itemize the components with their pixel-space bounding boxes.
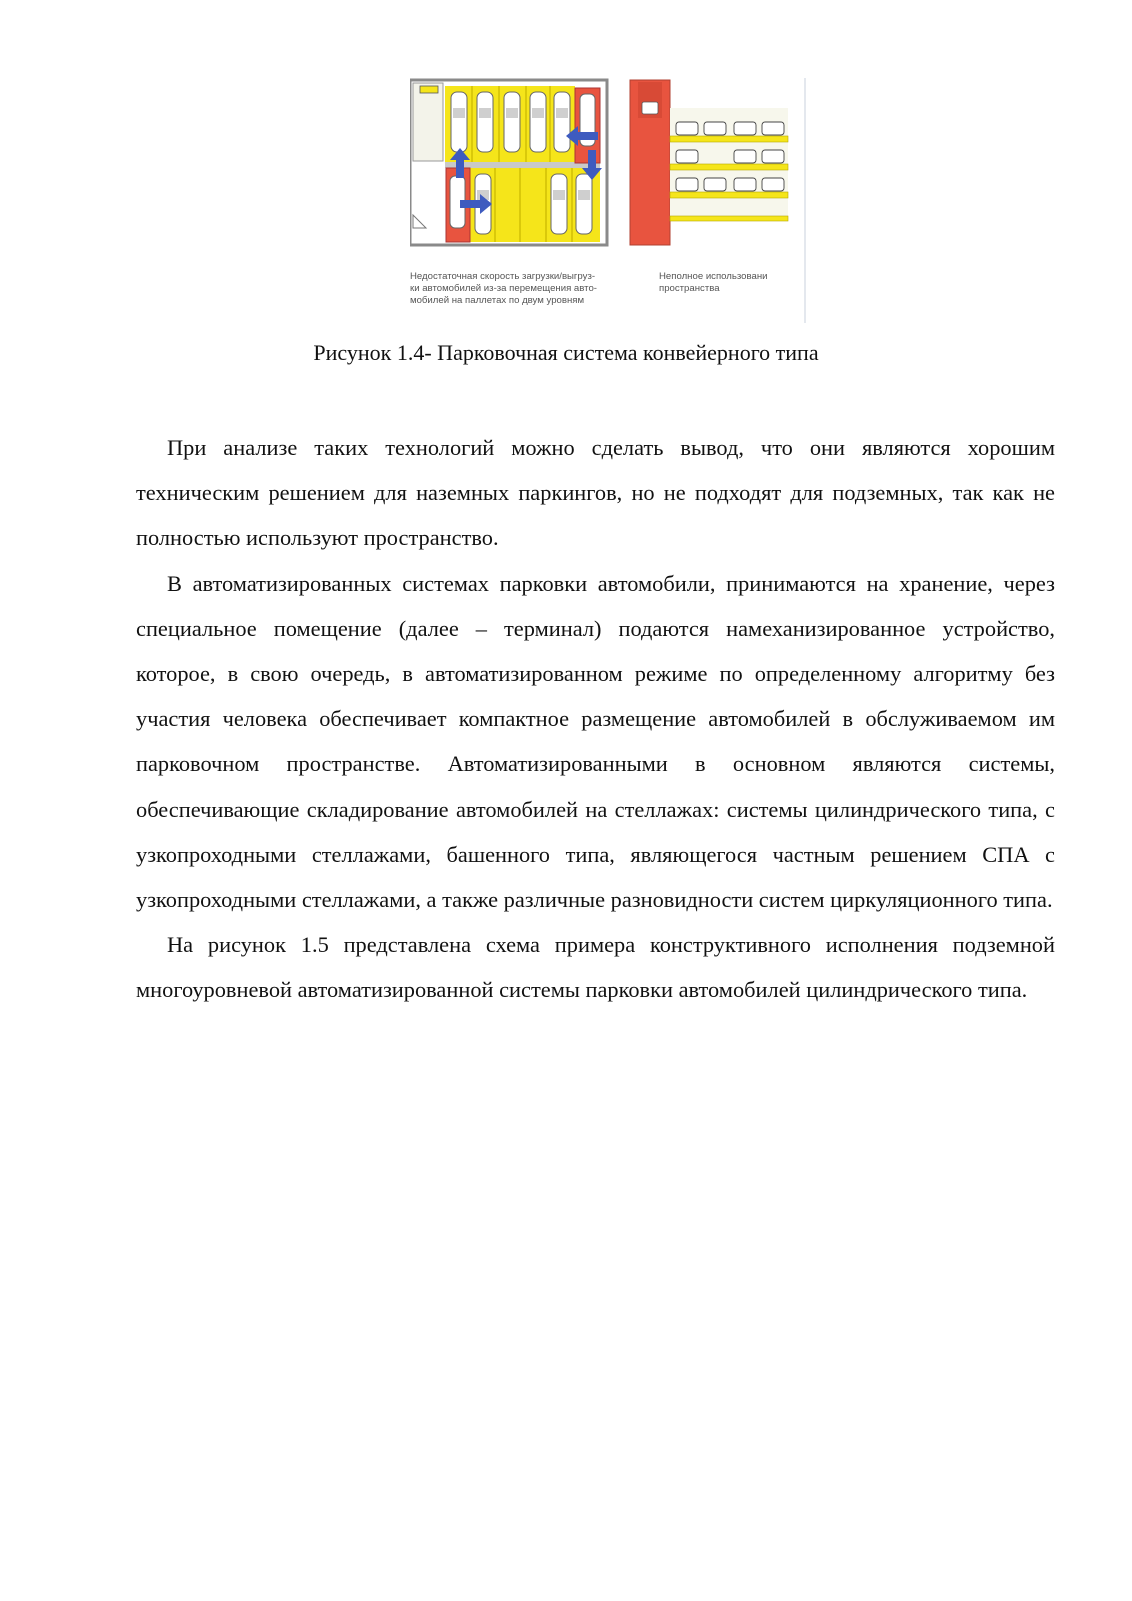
paragraph-2: В автоматизированных системах парковки автомобили, принимаются на хранение, через специальное помещение (далее – терминал) подаются намеханизированное устройство, которое, в свою очередь, в автоматизированном режиме по определенному алгоритму без участия человека обеспечивает компактное размещение автомобилей в обслуживаемом им парковочном пространстве. Автоматизированными в основном являются системы, обеспечивающие складирование автомобилей на стеллажах: системы цилиндрического типа, с узкопроходными стеллажами, башенного типа, являющегося частным решением СПА с узкопроходными стеллажами, а также различные разновидности систем циркуляционного типа. (136, 570, 1055, 913)
figure-caption: Рисунок 1.4- Парковочная система конвейерного типа (313, 340, 819, 365)
paragraph-1: При анализе таких технологий можно сделать вывод, что они являются хорошим техническим решением для наземных паркингов, но не подходят для подземных, так как не полностью используют пространство. (136, 435, 1055, 551)
left-diagram-note: Недостаточная скорость загрузки/выгруз- ки автомобилей из-за перемещения авто- мобилей на паллетах по двум уровням (410, 271, 597, 307)
plan-view-diagram (410, 80, 607, 245)
body-text (136, 425, 1055, 1013)
figure-parking-conveyor (410, 78, 822, 323)
right-diagram-note: Неполное использовани пространства (659, 271, 768, 295)
paragraph-3: На рисунок 1.5 представлена схема примера конструктивного исполнения подземной многоуровневой автоматизированной системы парковки автомобилей цилиндрического типа. (136, 932, 1055, 1003)
